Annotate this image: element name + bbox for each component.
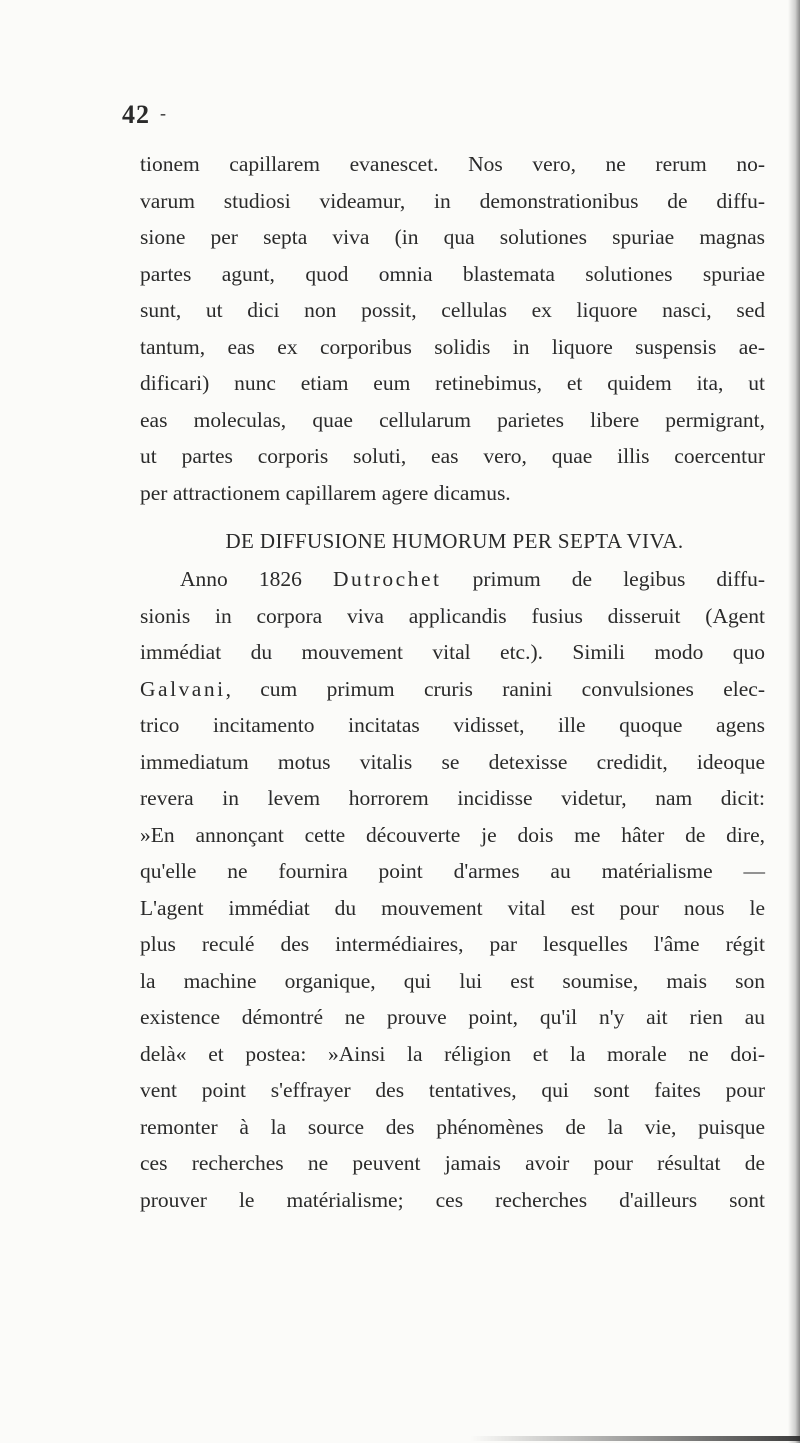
text-line: immediatum motus vitalis se detexisse credidit, ideoque [140,749,765,774]
author-name-galvani: Galvani [140,676,226,701]
text-line: prouver le matérialisme; ces recherches d'ailleurs sont [140,1187,765,1212]
text-line: tantum, eas ex corporibus solidis in liquore suspensis ae- [140,334,765,359]
bottom-edge-shadow [470,1436,800,1441]
text-line: plus reculé des intermédiaires, par lesquelles l'âme régit [140,932,765,956]
section-heading: DE DIFFUSIONE HUMORUM PER SEPTA VIVA. [225,529,684,553]
text-line: eas moleculas, quae cellularum parietes libere permigrant, [140,407,765,432]
text-line: trico incitamento incitatas vidisset, ille quoque agens [140,713,765,737]
text-line: ces recherches ne peuvent jamais avoir pour résultat de [140,1151,765,1175]
text-span: primum de legibus diffu- [441,567,765,591]
text-line: delà« et postea: »Ainsi la réligion et la morale ne doi- [140,1041,765,1066]
body-text [140,146,765,1218]
text-line: »En annonçant cette découverte je dois me hâter de dire, [140,822,765,847]
text-line: existence démontré ne prouve point, qu'il n'y ait rien au [140,1005,765,1029]
text-span: Anno 1826 [180,567,334,591]
text-line: vent point s'effrayer des tentatives, qui sont faites pour [140,1078,765,1102]
text-line: varum studiosi videamur, in demonstrationibus de diffu- [140,188,765,213]
text-line: partes agunt, quod omnia blastemata solutiones spuriae [140,261,765,286]
page-edge-shadow [788,0,800,1443]
text-line: revera in levem horrorem incidisse videtur, nam dicit: [140,786,765,810]
paragraph-1 [140,146,765,511]
text-line: immédiat du mouvement vital etc.). Simili modo quo [140,640,765,664]
text-span: , cum primum cruris ranini convulsiones elec- [225,676,765,701]
text-line: L'agent immédiat du mouvement vital est pour nous le [140,895,765,920]
page-number-value: 42 [122,100,150,129]
author-name-dutrochet: Dutrochet [333,567,442,591]
text-line: sione per septa viva (in qua solutiones spuriae magnas [140,225,765,249]
page-number [122,100,167,130]
text-line: ut partes corporis soluti, eas vero, quae illis coercentur [140,444,765,468]
text-line [140,671,765,708]
text-line: sunt, ut dici non possit, cellulas ex liquore nasci, sed [140,298,765,322]
text-line [140,561,765,598]
page-number-mark: - [160,103,167,123]
text-line: tionem capillarem evanescet. Nos vero, ne rerum no- [140,152,765,176]
text-line: qu'elle ne fournira point d'armes au matérialisme — [140,859,765,883]
paragraph-2 [140,561,765,1218]
text-line: remonter à la source des phénomènes de la vie, puisque [140,1114,765,1139]
text-line: per attractionem capillarem agere dicamus. [140,480,511,505]
text-line: la machine organique, qui lui est soumise, mais son [140,968,765,993]
text-line: dificari) nunc etiam eum retinebimus, et quidem ita, ut [140,371,765,395]
text-line: sionis in corpora viva applicandis fusius disseruit (Agent [140,603,765,628]
